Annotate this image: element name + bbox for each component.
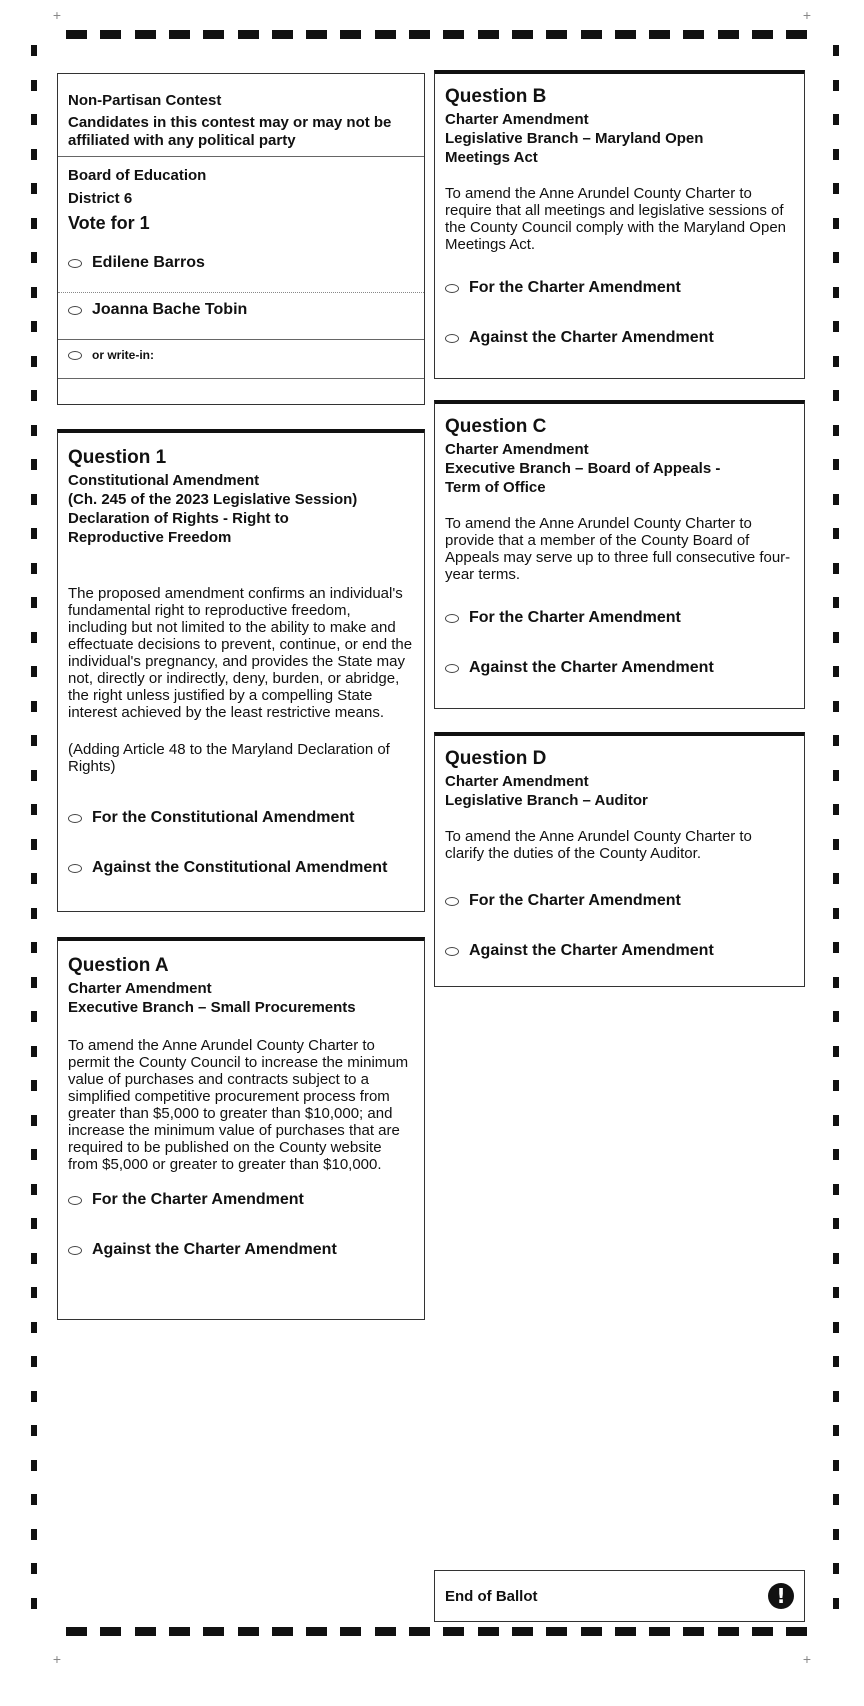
timing-mark xyxy=(31,563,37,574)
question-subtitle xyxy=(445,110,794,167)
timing-mark xyxy=(31,149,37,160)
vote-oval[interactable] xyxy=(68,814,82,823)
timing-mark xyxy=(31,287,37,298)
timing-mark xyxy=(31,1011,37,1022)
timing-mark xyxy=(833,1494,839,1505)
subtitle-line: Declaration of Rights - Right to xyxy=(68,510,289,527)
write-in-option[interactable] xyxy=(58,340,424,362)
timing-mark xyxy=(31,494,37,505)
vote-oval[interactable] xyxy=(68,259,82,268)
candidate-name: Edilene Barros xyxy=(92,254,205,271)
timing-mark xyxy=(66,30,87,39)
timing-mark xyxy=(786,30,807,39)
timing-mark xyxy=(833,977,839,988)
option-label: For the Charter Amendment xyxy=(469,609,681,626)
for-option[interactable] xyxy=(445,279,794,297)
timing-mark xyxy=(31,1391,37,1402)
timing-mark xyxy=(833,1356,839,1367)
timing-mark xyxy=(833,494,839,505)
option-label: Against the Constitutional Amendment xyxy=(92,859,388,876)
timing-mark xyxy=(833,1011,839,1022)
timing-mark xyxy=(100,1627,121,1636)
timing-mark xyxy=(238,30,259,39)
subtitle-line: Legislative Branch – Auditor xyxy=(445,792,648,809)
end-of-ballot-label: End of Ballot xyxy=(445,1587,538,1605)
timing-mark xyxy=(833,1563,839,1574)
vote-oval[interactable] xyxy=(445,614,459,623)
party-notice: Candidates in this contest may or may not be affiliated with any political party xyxy=(68,114,392,149)
timing-mark xyxy=(833,770,839,781)
timing-mark xyxy=(409,30,430,39)
timing-mark xyxy=(31,632,37,643)
against-option[interactable] xyxy=(68,1241,414,1259)
registration-mark: + xyxy=(52,7,62,23)
for-option[interactable] xyxy=(68,809,414,827)
timing-mark xyxy=(833,390,839,401)
question-title: Question A xyxy=(68,955,169,976)
timing-mark xyxy=(31,1563,37,1574)
timing-mark xyxy=(31,1218,37,1229)
vote-oval[interactable] xyxy=(445,897,459,906)
timing-mark xyxy=(31,701,37,712)
subtitle-line: Executive Branch – Board of Appeals - xyxy=(445,460,721,477)
timing-mark xyxy=(375,30,396,39)
timing-mark xyxy=(649,1627,670,1636)
timing-mark xyxy=(31,1046,37,1057)
subtitle-line: Charter Amendment xyxy=(68,980,212,997)
timing-mark xyxy=(833,1149,839,1160)
question-text: To amend the Anne Arundel County Charter to require that all meetings and legislative sessions of the County Council comply with the Maryland Open Meetings Act. xyxy=(445,185,787,253)
timing-mark xyxy=(31,597,37,608)
timing-mark xyxy=(512,1627,533,1636)
vote-oval[interactable] xyxy=(445,334,459,343)
timing-mark xyxy=(683,30,704,39)
against-option[interactable] xyxy=(445,659,794,677)
end-of-ballot xyxy=(434,1570,805,1622)
timing-mark xyxy=(340,1627,361,1636)
timing-mark xyxy=(203,30,224,39)
timing-mark xyxy=(833,80,839,91)
question-title: Question B xyxy=(445,86,547,107)
timing-mark xyxy=(31,908,37,919)
option-label: For the Charter Amendment xyxy=(469,279,681,296)
timing-mark xyxy=(833,1287,839,1298)
timing-mark xyxy=(833,942,839,953)
vote-oval[interactable] xyxy=(68,306,82,315)
timing-mark xyxy=(66,1627,87,1636)
vote-oval[interactable] xyxy=(445,664,459,673)
timing-mark xyxy=(718,1627,739,1636)
candidate-name: Joanna Bache Tobin xyxy=(92,301,248,318)
write-in-label: or write-in: xyxy=(92,348,154,362)
question-c xyxy=(434,400,805,709)
timing-mark xyxy=(833,1529,839,1540)
question-subtitle xyxy=(445,440,794,497)
question-b xyxy=(434,70,805,379)
subtitle-line: (Ch. 245 of the 2023 Legislative Session) xyxy=(68,491,358,508)
timing-mark xyxy=(31,735,37,746)
candidate-option[interactable] xyxy=(58,234,424,272)
timing-mark xyxy=(833,218,839,229)
timing-mark xyxy=(649,30,670,39)
subtitle-line: Executive Branch – Small Procurements xyxy=(68,999,356,1016)
timing-mark xyxy=(833,528,839,539)
timing-mark xyxy=(340,30,361,39)
timing-mark xyxy=(786,1627,807,1636)
timing-mark xyxy=(833,873,839,884)
timing-mark xyxy=(31,804,37,815)
vote-oval[interactable] xyxy=(68,1196,82,1205)
timing-mark xyxy=(31,183,37,194)
timing-mark xyxy=(615,1627,636,1636)
timing-mark xyxy=(31,528,37,539)
timing-mark xyxy=(169,1627,190,1636)
subtitle-line: Reproductive Freedom xyxy=(68,529,232,546)
timing-mark xyxy=(31,1080,37,1091)
option-label: Against the Charter Amendment xyxy=(92,1241,337,1258)
option-label: For the Charter Amendment xyxy=(469,892,681,909)
timing-mark xyxy=(272,30,293,39)
question-note: (Adding Article 48 to the Maryland Declaration of Rights) xyxy=(68,741,390,775)
timing-mark xyxy=(169,30,190,39)
timing-mark xyxy=(135,30,156,39)
timing-mark xyxy=(31,873,37,884)
against-option[interactable] xyxy=(445,329,794,347)
option-label: Against the Charter Amendment xyxy=(469,942,714,959)
timing-mark xyxy=(833,287,839,298)
question-subtitle xyxy=(445,772,794,810)
timing-mark xyxy=(833,1598,839,1609)
timing-mark xyxy=(833,425,839,436)
timing-mark xyxy=(306,30,327,39)
subtitle-line: Charter Amendment xyxy=(445,441,589,458)
timing-mark xyxy=(31,1529,37,1540)
timing-mark xyxy=(31,770,37,781)
timing-mark xyxy=(375,1627,396,1636)
subtitle-line: Charter Amendment xyxy=(445,773,589,790)
subtitle-line: Constitutional Amendment xyxy=(68,472,260,489)
timing-mark xyxy=(31,1494,37,1505)
timing-mark xyxy=(203,1627,224,1636)
question-title: Question C xyxy=(445,416,547,437)
for-option[interactable] xyxy=(445,609,794,627)
timing-mark xyxy=(31,459,37,470)
timing-mark xyxy=(546,30,567,39)
question-title: Question 1 xyxy=(68,447,167,468)
timing-mark xyxy=(833,1115,839,1126)
registration-mark: + xyxy=(802,1651,812,1667)
timing-mark xyxy=(833,1322,839,1333)
option-label: For the Charter Amendment xyxy=(92,1191,304,1208)
board-of-education-contest xyxy=(57,73,425,405)
timing-mark xyxy=(31,1287,37,1298)
timing-mark xyxy=(31,666,37,677)
timing-mark xyxy=(833,1253,839,1264)
timing-mark xyxy=(31,425,37,436)
vote-oval[interactable] xyxy=(445,947,459,956)
timing-mark xyxy=(31,1184,37,1195)
vote-oval[interactable] xyxy=(445,284,459,293)
timing-mark xyxy=(833,563,839,574)
timing-mark xyxy=(31,390,37,401)
timing-mark xyxy=(31,1598,37,1609)
timing-mark xyxy=(833,597,839,608)
timing-mark xyxy=(833,1184,839,1195)
timing-mark xyxy=(833,1218,839,1229)
timing-mark xyxy=(478,1627,499,1636)
vote-oval[interactable] xyxy=(68,864,82,873)
timing-mark xyxy=(833,321,839,332)
timing-mark xyxy=(833,149,839,160)
timing-mark xyxy=(478,30,499,39)
timing-mark xyxy=(833,735,839,746)
timing-mark xyxy=(31,839,37,850)
vote-oval[interactable] xyxy=(68,351,82,360)
timing-mark xyxy=(31,1149,37,1160)
timing-mark xyxy=(581,1627,602,1636)
contest-title: Board of Education xyxy=(68,167,207,184)
question-subtitle xyxy=(68,979,414,1017)
option-label: Against the Charter Amendment xyxy=(469,329,714,346)
timing-mark xyxy=(833,459,839,470)
candidate-option[interactable] xyxy=(58,293,424,319)
write-in-line[interactable] xyxy=(58,378,424,379)
timing-mark xyxy=(31,1356,37,1367)
timing-mark xyxy=(31,114,37,125)
question-text: To amend the Anne Arundel County Charter to clarify the duties of the County Auditor. xyxy=(445,828,752,862)
timing-mark xyxy=(31,1253,37,1264)
against-option[interactable] xyxy=(445,942,794,960)
timing-mark xyxy=(833,1460,839,1471)
option-label: For the Constitutional Amendment xyxy=(92,809,355,826)
subtitle-line: Charter Amendment xyxy=(445,111,589,128)
timing-mark xyxy=(683,1627,704,1636)
timing-mark xyxy=(31,45,37,56)
timing-mark xyxy=(833,632,839,643)
for-option[interactable] xyxy=(68,1191,414,1209)
subtitle-line: Term of Office xyxy=(445,479,546,496)
timing-mark xyxy=(31,80,37,91)
timing-mark xyxy=(752,1627,773,1636)
contest-header: Non-Partisan Contest xyxy=(68,92,222,109)
timing-mark xyxy=(833,45,839,56)
registration-mark: + xyxy=(52,1651,62,1667)
timing-mark xyxy=(31,218,37,229)
timing-mark xyxy=(31,252,37,263)
timing-mark xyxy=(833,701,839,712)
vote-oval[interactable] xyxy=(68,1246,82,1255)
timing-mark xyxy=(546,1627,567,1636)
timing-mark xyxy=(833,356,839,367)
option-label: Against the Charter Amendment xyxy=(469,659,714,676)
timing-mark xyxy=(306,1627,327,1636)
timing-mark xyxy=(833,908,839,919)
district-label: District 6 xyxy=(68,190,133,207)
timing-mark xyxy=(833,183,839,194)
timing-mark xyxy=(31,321,37,332)
for-option[interactable] xyxy=(445,892,794,910)
timing-mark xyxy=(31,1425,37,1436)
question-title: Question D xyxy=(445,748,547,769)
timing-mark xyxy=(833,114,839,125)
timing-mark xyxy=(135,1627,156,1636)
timing-mark xyxy=(581,30,602,39)
question-text: To amend the Anne Arundel County Charter to provide that a member of the County Board of Appeals may serve up to three full consecutive four-year terms. xyxy=(445,515,791,583)
timing-mark xyxy=(31,356,37,367)
question-1 xyxy=(57,429,425,912)
against-option[interactable] xyxy=(68,859,414,877)
question-d xyxy=(434,732,805,987)
timing-mark xyxy=(443,1627,464,1636)
timing-mark xyxy=(31,1115,37,1126)
timing-mark xyxy=(752,30,773,39)
timing-mark xyxy=(100,30,121,39)
timing-mark xyxy=(833,839,839,850)
subtitle-line: Meetings Act xyxy=(445,149,538,166)
timing-mark xyxy=(443,30,464,39)
timing-mark xyxy=(31,942,37,953)
timing-mark xyxy=(31,1460,37,1471)
timing-mark xyxy=(833,1425,839,1436)
timing-mark xyxy=(238,1627,259,1636)
timing-mark xyxy=(31,1322,37,1333)
exclamation-icon: ! xyxy=(768,1583,794,1609)
timing-mark xyxy=(409,1627,430,1636)
timing-mark xyxy=(833,1391,839,1402)
timing-mark xyxy=(833,804,839,815)
timing-mark xyxy=(31,977,37,988)
question-subtitle xyxy=(68,471,414,547)
timing-mark xyxy=(833,666,839,677)
timing-mark xyxy=(512,30,533,39)
timing-mark xyxy=(272,1627,293,1636)
timing-mark xyxy=(833,1080,839,1091)
timing-mark xyxy=(833,252,839,263)
registration-mark: + xyxy=(802,7,812,23)
question-a xyxy=(57,937,425,1320)
subtitle-line: Legislative Branch – Maryland Open xyxy=(445,130,704,147)
timing-mark xyxy=(833,1046,839,1057)
question-text: The proposed amendment confirms an individual's fundamental right to reproductive freedom, including but not limited to the ability to make and effectuate decisions to prevent, continue, or end the individual's pregnancy, and provides the State may not, directly or indirectly, deny, burden, or abridge, the right unless justified by a compelling State interest achieved by the least restrictive means. xyxy=(68,585,413,721)
timing-mark xyxy=(615,30,636,39)
question-text: To amend the Anne Arundel County Charter to permit the County Council to increase the minimum value of purchases and contracts subject to a simplified competitive procurement process from greater than $5,000 to greater than $10,000; and increase the minimum value of purchases that are required to be published on the County website from $5,000 or greater to greater than $10,000. xyxy=(68,1037,409,1173)
timing-mark xyxy=(718,30,739,39)
vote-for-label: Vote for 1 xyxy=(68,213,150,233)
